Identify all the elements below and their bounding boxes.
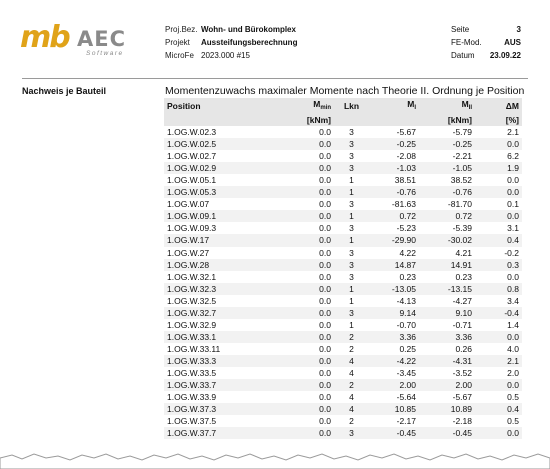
cell-lkn: 3: [349, 151, 354, 162]
cell-mii: -30.02: [419, 234, 475, 246]
cell-position: 1.OG.W.33.5: [167, 368, 217, 378]
cell-position: 1.OG.W.37.7: [164, 427, 276, 439]
cell-dm: 0.5: [507, 416, 519, 427]
cell-mi: 0.23: [399, 271, 416, 282]
table-row: [164, 331, 522, 343]
cell-mmin: 0.0: [319, 295, 331, 306]
cell-dm: 0.0: [475, 331, 522, 343]
cell-dm: 1.4: [507, 319, 519, 330]
cell-mmin: 0.0: [276, 355, 334, 367]
cell-mii: 9.10: [419, 307, 475, 319]
unit-dm: [%]: [475, 114, 522, 126]
cell-mi: -4.22: [369, 355, 419, 367]
cell-mmin: 0.0: [319, 392, 331, 403]
cell-mii: -5.39: [452, 223, 472, 234]
logo-aec: AEC: [77, 27, 127, 51]
cell-dm: 0.3: [475, 259, 522, 271]
table-row: [164, 379, 522, 391]
col-mi-sub: I: [414, 105, 416, 111]
project-info-key: Projekt: [165, 38, 190, 47]
table-row: [164, 210, 522, 222]
cell-mii: 4.21: [455, 247, 472, 258]
date: 23.09.22: [489, 51, 521, 60]
cell-position: 1.OG.W.17: [164, 234, 276, 246]
cell-mi: 14.87: [369, 259, 419, 271]
col-dm: ΔM: [475, 98, 522, 114]
cell-mii: -1.05: [419, 162, 475, 174]
cell-lkn: 4: [334, 355, 369, 367]
cell-position: 1.OG.W.02.3: [167, 127, 217, 138]
unit-mii: [kNm]: [419, 114, 475, 126]
cell-position: 1.OG.W.37.3: [164, 403, 276, 415]
cell-mi: -1.03: [369, 162, 419, 174]
cell-lkn: 1: [349, 319, 354, 330]
cell-mmin: 0.0: [319, 343, 331, 354]
cell-lkn: 3: [334, 162, 369, 174]
cell-position: 1.OG.W.32.1: [167, 271, 217, 282]
cell-mmin: 0.0: [319, 416, 331, 427]
cell-dm: 4.0: [507, 343, 519, 354]
page-number: 3: [516, 25, 521, 34]
cell-dm: 0.4: [475, 403, 522, 415]
cell-dm: 0.0: [475, 427, 522, 439]
cell-lkn: 2: [334, 379, 369, 391]
unit-mi: [369, 114, 419, 126]
table-row: [164, 186, 522, 198]
cell-mii: 2.00: [419, 379, 475, 391]
table-row: [164, 234, 522, 246]
cell-mii: -0.76: [419, 186, 475, 198]
table-row: [164, 198, 522, 210]
cell-mii: -0.45: [419, 427, 475, 439]
project-info-value: 2023.000 #15: [201, 51, 250, 60]
section-side-title: Nachweis je Bauteil: [22, 86, 107, 96]
cell-lkn: 4: [349, 392, 354, 403]
cell-mmin: 0.0: [276, 403, 334, 415]
table-row: [164, 403, 522, 415]
cell-mi: 0.72: [369, 210, 419, 222]
cell-mii: 38.52: [450, 175, 472, 186]
cell-dm: 1.9: [475, 162, 522, 174]
cell-lkn: 2: [349, 416, 354, 427]
cell-mmin: 0.0: [276, 186, 334, 198]
cell-mi: -29.90: [369, 234, 419, 246]
cell-dm: -0.4: [475, 307, 522, 319]
table-row: [164, 319, 522, 331]
cell-dm: -0.2: [504, 247, 519, 258]
cell-mii: -4.31: [419, 355, 475, 367]
cell-lkn: 3: [334, 259, 369, 271]
col-mi: [369, 98, 419, 114]
table-units-row: [164, 114, 522, 126]
page-info-row: [451, 36, 521, 49]
cell-position: 1.OG.W.09.3: [167, 223, 217, 234]
cell-mi: -2.17: [396, 416, 416, 427]
cell-mmin: 0.0: [276, 162, 334, 174]
cell-mi: -5.67: [396, 127, 416, 138]
cell-lkn: 1: [349, 295, 354, 306]
cell-lkn: 2: [334, 331, 369, 343]
table-row: [164, 415, 522, 427]
table-row: [164, 295, 522, 307]
project-info-row: [165, 23, 297, 36]
col-mii-sub: II: [468, 105, 472, 111]
cell-position: 1.OG.W.02.5: [164, 138, 276, 150]
table-row: [164, 343, 522, 355]
cell-mii: -3.52: [452, 368, 472, 378]
cell-dm: 0.0: [475, 379, 522, 391]
cell-mmin: 0.0: [319, 247, 331, 258]
cell-mmin: 0.0: [319, 175, 331, 186]
cell-dm: 3.1: [507, 223, 519, 234]
cell-position: 1.OG.W.07: [167, 199, 210, 210]
table-row: [164, 138, 522, 150]
cell-mii: -2.18: [452, 416, 472, 427]
cell-mi: 4.22: [399, 247, 416, 258]
cell-mi: -3.45: [396, 368, 416, 378]
page-info-row: [451, 23, 521, 36]
cell-mii: 0.23: [455, 271, 472, 282]
cell-lkn: 1: [349, 175, 354, 186]
cell-mii: -2.21: [452, 151, 472, 162]
cell-mii: -0.25: [419, 138, 475, 150]
cell-position: 1.OG.W.02.7: [167, 151, 217, 162]
cell-position: 1.OG.W.32.5: [167, 295, 217, 306]
table-row: [164, 307, 522, 319]
cell-mmin: 0.0: [276, 331, 334, 343]
col-mmin-label: M: [313, 99, 321, 109]
col-mmin: [276, 98, 334, 114]
results-table: [164, 98, 522, 439]
cell-position: 1.OG.W.37.5: [167, 416, 217, 427]
cell-lkn: 2: [349, 343, 354, 354]
cell-mii: -4.27: [452, 295, 472, 306]
cell-dm: 0.5: [507, 392, 519, 403]
page-info-key: FE-Mod.: [451, 38, 482, 47]
cell-mi: -0.45: [369, 427, 419, 439]
cell-mmin: 0.0: [276, 210, 334, 222]
cell-lkn: 4: [349, 368, 354, 378]
table-row: [164, 150, 522, 162]
cell-position: 1.OG.W.33.7: [164, 379, 276, 391]
cell-mmin: 0.0: [276, 427, 334, 439]
cell-dm: 0.0: [475, 210, 522, 222]
cell-mmin: 0.0: [319, 368, 331, 378]
fe-model: AUS: [504, 38, 521, 47]
cell-mmin: 0.0: [276, 259, 334, 271]
cell-mi: 38.51: [394, 175, 416, 186]
cell-mii: -5.79: [452, 127, 472, 138]
cell-mii: -81.70: [447, 199, 472, 210]
cell-mi: -5.23: [396, 223, 416, 234]
project-info-value: Wohn- und Bürokomplex: [201, 25, 296, 34]
cell-position: 1.OG.W.33.3: [164, 355, 276, 367]
cell-mmin: 0.0: [319, 127, 331, 138]
cell-mii: 0.72: [419, 210, 475, 222]
cell-mi: 3.36: [369, 331, 419, 343]
cell-lkn: 1: [334, 210, 369, 222]
cell-mi: 9.14: [369, 307, 419, 319]
col-mmin-sub: min: [320, 105, 331, 111]
cell-mmin: 0.0: [276, 379, 334, 391]
logo-tagline: Software: [86, 50, 124, 57]
table-row: [164, 259, 522, 271]
cell-lkn: 3: [349, 127, 354, 138]
page-info: [451, 23, 521, 62]
cell-dm: 0.8: [475, 283, 522, 295]
cell-mi: -0.70: [396, 319, 416, 330]
col-position: Position: [164, 98, 276, 114]
cell-mi: -0.25: [369, 138, 419, 150]
cell-position: 1.OG.W.05.3: [164, 186, 276, 198]
cell-lkn: 3: [334, 307, 369, 319]
cell-mmin: 0.0: [319, 199, 331, 210]
cell-position: 1.OG.W.09.1: [164, 210, 276, 222]
page-info-key: Datum: [451, 51, 475, 60]
cell-dm: 0.0: [475, 138, 522, 150]
cell-dm: 0.0: [507, 175, 519, 186]
table-row: [164, 355, 522, 367]
company-logo: [20, 22, 132, 62]
table-row: [164, 391, 522, 403]
cell-mi: 0.25: [399, 343, 416, 354]
cell-mmin: 0.0: [276, 307, 334, 319]
cell-lkn: 3: [334, 427, 369, 439]
project-info-key: MicroFe: [165, 51, 194, 60]
cell-mii: -13.15: [419, 283, 475, 295]
project-info-row: [165, 49, 297, 62]
cell-lkn: 3: [349, 199, 354, 210]
cell-position: 1.OG.W.32.3: [164, 283, 276, 295]
table-row: [164, 162, 522, 174]
section-title: Momentenzuwachs maximaler Momente nach Theorie II. Ordnung je Position: [165, 85, 525, 97]
page-info-row: [451, 49, 521, 62]
cell-dm: 3.4: [507, 295, 519, 306]
cell-dm: 0.0: [475, 186, 522, 198]
cell-position: 1.OG.W.32.7: [164, 307, 276, 319]
cell-mi: -5.64: [396, 392, 416, 403]
logo-mb: mb: [20, 20, 69, 55]
cell-position: 1.OG.W.27: [167, 247, 210, 258]
cell-position: 1.OG.W.33.9: [167, 392, 217, 403]
project-info: [165, 23, 297, 62]
cell-position: 1.OG.W.02.9: [164, 162, 276, 174]
cell-position: 1.OG.W.33.1: [164, 331, 276, 343]
cell-lkn: 3: [334, 138, 369, 150]
cell-mi: -81.63: [391, 199, 416, 210]
cell-lkn: 3: [349, 223, 354, 234]
cell-dm: 6.2: [507, 151, 519, 162]
project-info-key: Proj.Bez.: [165, 25, 198, 34]
page-tear-edge: [0, 440, 550, 469]
cell-mii: -5.67: [452, 392, 472, 403]
cell-position: 1.OG.W.05.1: [167, 175, 217, 186]
cell-mmin: 0.0: [276, 283, 334, 295]
table-row: [164, 222, 522, 234]
cell-mi: 2.00: [369, 379, 419, 391]
cell-mi: -13.05: [369, 283, 419, 295]
cell-mi: -4.13: [396, 295, 416, 306]
cell-dm: 2.1: [475, 355, 522, 367]
table-row: [164, 283, 522, 295]
cell-position: 1.OG.W.32.9: [167, 319, 217, 330]
cell-mmin: 0.0: [319, 271, 331, 282]
cell-dm: 2.1: [507, 127, 519, 138]
cell-mii: 0.26: [455, 343, 472, 354]
table-row: [164, 367, 522, 379]
table-row: [164, 427, 522, 439]
cell-dm: 2.0: [507, 368, 519, 378]
table-row: [164, 271, 522, 283]
page-info-key: Seite: [451, 25, 470, 34]
cell-lkn: 1: [334, 283, 369, 295]
header-divider: [22, 78, 528, 79]
unit-lkn: [334, 114, 369, 126]
cell-mii: 14.91: [419, 259, 475, 271]
cell-position: 1.OG.W.28: [164, 259, 276, 271]
cell-mmin: 0.0: [319, 319, 331, 330]
col-mi-label: M: [407, 99, 415, 109]
unit-mmin: [kNm]: [276, 114, 334, 126]
cell-mi: 10.85: [369, 403, 419, 415]
unit-position: [164, 114, 276, 126]
cell-mii: 10.89: [419, 403, 475, 415]
table-row: [164, 247, 522, 259]
cell-lkn: 1: [334, 234, 369, 246]
table-header-row: [164, 98, 522, 114]
cell-mmin: 0.0: [319, 151, 331, 162]
col-mii: [419, 98, 475, 114]
cell-lkn: 4: [334, 403, 369, 415]
cell-mii: -0.71: [452, 319, 472, 330]
cell-dm: 0.0: [507, 271, 519, 282]
cell-dm: 0.4: [475, 234, 522, 246]
cell-mmin: 0.0: [319, 223, 331, 234]
project-info-value: Aussteifungsberechnung: [201, 38, 298, 47]
cell-position: 1.OG.W.33.11: [167, 343, 221, 354]
table-row: [164, 174, 522, 186]
col-mii-label: M: [461, 99, 469, 109]
cell-mi: -0.76: [369, 186, 419, 198]
col-lkn: Lkn: [334, 98, 369, 114]
cell-mmin: 0.0: [276, 138, 334, 150]
cell-mmin: 0.0: [276, 234, 334, 246]
table-row: [164, 126, 522, 138]
project-info-row: [165, 36, 297, 49]
cell-lkn: 3: [349, 247, 354, 258]
cell-mi: -2.08: [396, 151, 416, 162]
cell-mii: 3.36: [419, 331, 475, 343]
cell-lkn: 3: [349, 271, 354, 282]
cell-dm: 0.1: [507, 199, 519, 210]
cell-lkn: 1: [334, 186, 369, 198]
